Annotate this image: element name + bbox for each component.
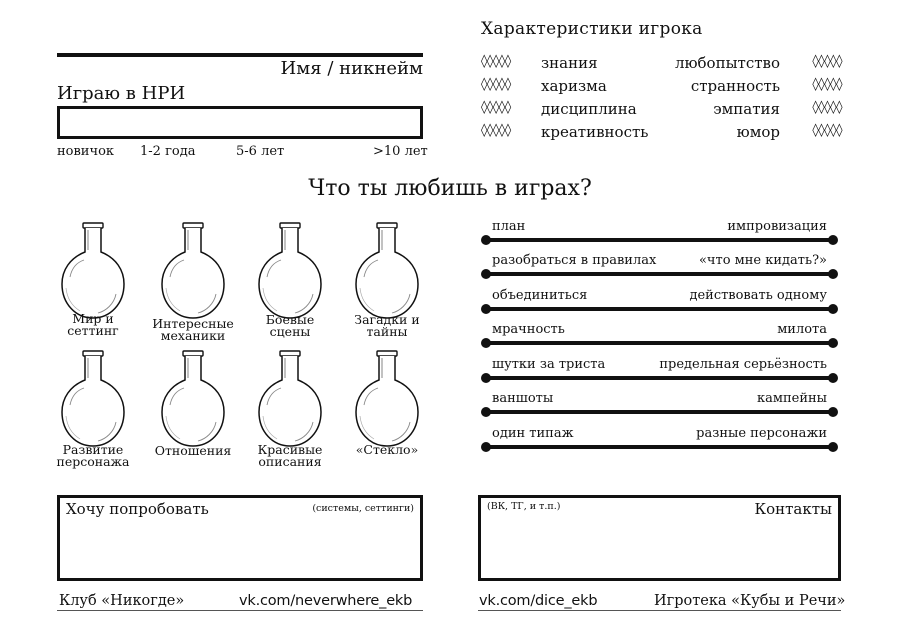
rating-diamonds[interactable]: ◊◊◊◊◊ [481, 100, 511, 115]
footer-divider [57, 610, 423, 611]
rating-diamonds[interactable]: ◊◊◊◊◊ [812, 54, 842, 69]
flask-mechanics[interactable] [148, 222, 238, 342]
preference-scale[interactable] [481, 322, 838, 346]
flask-icon [352, 222, 422, 322]
rating-diamonds[interactable]: ◊◊◊◊◊ [812, 100, 842, 115]
scale-track[interactable] [485, 445, 834, 449]
preference-scale[interactable] [481, 426, 838, 450]
nri-experience-label: Играю в НРИ [57, 83, 186, 104]
flask-icon [352, 350, 422, 450]
tick-1-2-years: 1-2 года [140, 144, 196, 159]
trait-label: юмор [736, 123, 780, 141]
scale-endpoint [481, 269, 491, 279]
preference-scale[interactable] [481, 357, 838, 381]
scale-endpoint [828, 442, 838, 452]
characteristics-row [481, 100, 842, 122]
want-to-try-title: Хочу попробовать [66, 500, 209, 518]
flask-icon [58, 350, 128, 450]
rating-diamonds[interactable]: ◊◊◊◊◊ [481, 77, 511, 92]
characteristics-row [481, 54, 842, 76]
scale-right-label: кампейны [756, 391, 827, 406]
trait-label: дисциплина [541, 100, 637, 118]
want-to-try-note: (системы, сеттинги) [312, 503, 414, 514]
scale-left-label: план [492, 219, 526, 234]
contacts-title: Контакты [754, 500, 832, 518]
scale-track[interactable] [485, 410, 834, 414]
scale-right-label: импровизация [727, 219, 827, 234]
nri-experience-field[interactable] [57, 106, 423, 139]
scale-left-label: ваншоты [492, 391, 554, 406]
flask-caption: Боевые сцены [265, 312, 315, 339]
scale-endpoint [828, 407, 838, 417]
trait-label: харизма [541, 77, 607, 95]
scale-endpoint [481, 235, 491, 245]
tick-10-plus-years: >10 лет [373, 144, 428, 159]
flask-icon [58, 222, 128, 322]
scale-track[interactable] [485, 376, 834, 380]
rating-diamonds[interactable]: ◊◊◊◊◊ [812, 77, 842, 92]
flask-descriptions[interactable] [245, 350, 335, 470]
scale-track[interactable] [485, 341, 834, 345]
scale-left-label: мрачность [492, 322, 565, 337]
flask-world-setting[interactable] [48, 222, 138, 342]
preference-scale[interactable] [481, 219, 838, 243]
footer-divider [478, 610, 841, 611]
scale-track[interactable] [485, 238, 834, 242]
flask-caption: Отношения [154, 443, 232, 458]
trait-label: знания [541, 54, 598, 72]
contacts-box[interactable] [478, 495, 841, 581]
scale-left-label: один типаж [492, 426, 574, 441]
characteristics-row [481, 123, 842, 145]
flask-angst[interactable] [342, 350, 432, 470]
want-to-try-box[interactable] [57, 495, 423, 581]
scale-endpoint [828, 338, 838, 348]
name-label: Имя / никнейм [280, 58, 423, 79]
flask-combat[interactable] [245, 222, 335, 342]
trait-label: любопытство [674, 54, 780, 72]
flask-icon [255, 350, 325, 450]
rating-diamonds[interactable]: ◊◊◊◊◊ [481, 123, 511, 138]
scale-right-label: «что мне кидать?» [698, 253, 827, 268]
characteristics-title: Характеристики игрока [481, 19, 703, 39]
characteristics-row [481, 77, 842, 99]
rating-diamonds[interactable]: ◊◊◊◊◊ [481, 54, 511, 69]
flask-caption: Интересные механики [152, 316, 234, 343]
scale-right-label: предельная серьёзность [659, 357, 827, 372]
flask-caption: Загадки и тайны [354, 312, 420, 339]
preference-scale[interactable] [481, 288, 838, 312]
scale-left-label: шутки за триста [492, 357, 606, 372]
trait-label: странность [690, 77, 780, 95]
scale-right-label: разные персонажи [696, 426, 827, 441]
flask-caption: Мир и сеттинг [67, 311, 119, 338]
scale-endpoint [481, 442, 491, 452]
flask-character-growth[interactable] [48, 350, 138, 470]
scale-right-label: действовать одному [689, 288, 827, 303]
flask-icon [255, 222, 325, 322]
preference-scale[interactable] [481, 253, 838, 277]
scale-endpoint [828, 269, 838, 279]
flask-mysteries[interactable] [342, 222, 432, 342]
games-club-name: Игротека «Кубы и Речи» [654, 593, 846, 609]
scale-endpoint [481, 304, 491, 314]
tick-novice: новичок [57, 144, 115, 159]
flask-caption: «Стекло» [355, 442, 419, 457]
scale-endpoint [481, 373, 491, 383]
games-link[interactable]: vk.com/dice_ekb [479, 593, 598, 609]
flask-caption: Красивые описания [257, 442, 323, 469]
scale-endpoint [828, 235, 838, 245]
scale-endpoint [481, 338, 491, 348]
flask-relationships[interactable] [148, 350, 238, 470]
scale-endpoint [828, 373, 838, 383]
scale-left-label: разобраться в правилах [492, 253, 657, 268]
name-underline [57, 53, 423, 57]
club-link[interactable]: vk.com/neverwhere_ekb [239, 593, 413, 609]
scale-left-label: объединиться [492, 288, 588, 303]
scale-track[interactable] [485, 307, 834, 311]
trait-label: эмпатия [713, 100, 780, 118]
preference-scale[interactable] [481, 391, 838, 415]
flask-icon [158, 350, 228, 450]
scale-endpoint [481, 407, 491, 417]
flask-caption: Развитие персонажа [56, 442, 130, 469]
scale-right-label: милота [777, 322, 827, 337]
tick-5-6-years: 5-6 лет [236, 144, 285, 159]
flask-icon [158, 222, 228, 322]
scale-endpoint [828, 304, 838, 314]
club-name: Клуб «Никогде» [59, 593, 185, 609]
scale-track[interactable] [485, 272, 834, 276]
trait-label: креативность [541, 123, 649, 141]
contacts-note: (ВК, ТГ, и т.п.) [487, 501, 561, 512]
rating-diamonds[interactable]: ◊◊◊◊◊ [812, 123, 842, 138]
main-question-heading: Что ты любишь в играх? [308, 176, 592, 201]
